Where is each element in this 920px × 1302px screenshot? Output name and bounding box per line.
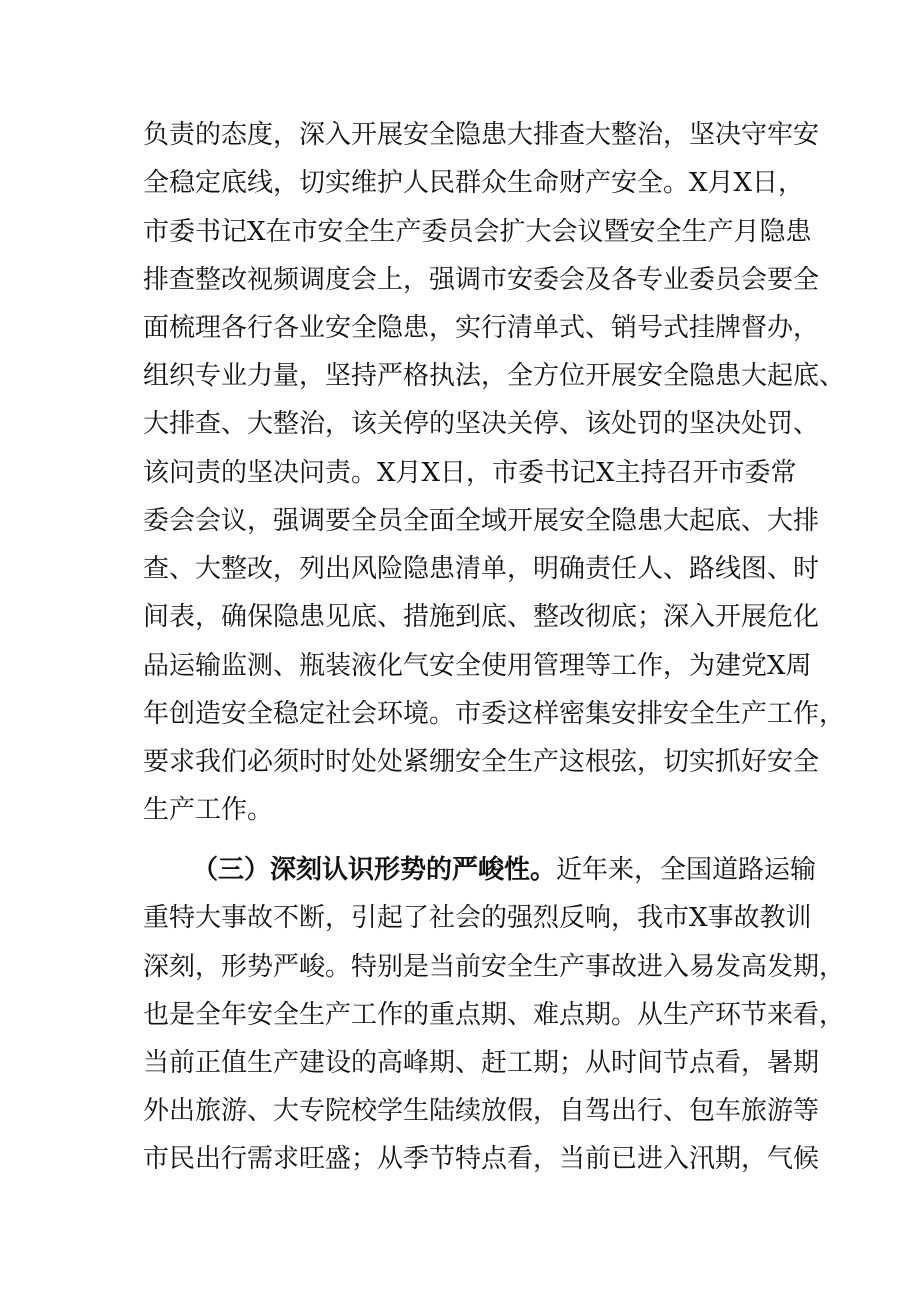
paragraph-1-line-1: 负责的态度，深入开展安全隐患大排查大整治，坚决守牢安 — [143, 120, 820, 150]
paragraph-1-line-12: 品运输监测、瓶装液化气安全使用管理等工作，为建党X周 — [143, 651, 812, 681]
paragraph-1-line-8: 该问责的坚决问责。X月X日，市委书记X主持召开市委常 — [143, 458, 797, 488]
paragraph-1-line-14: 要求我们必须时时处处紧绷安全生产这根弦，切实抓好安全 — [143, 747, 820, 777]
paragraph-2-line-4: 也是全年安全生产工作的重点期、难点期。从生产环节来看， — [143, 1000, 846, 1030]
paragraph-1-line-7: 大排查、大整治，该关停的坚决关停、该处罚的坚决处罚、 — [143, 409, 820, 439]
paragraph-1-line-9: 委会会议，强调要全员全面全域开展安全隐患大起底、大排 — [143, 506, 820, 536]
paragraph-1-line-5: 面梳理各行各业安全隐患，实行清单式、销号式挂牌督办， — [143, 313, 820, 343]
paragraph-1-line-15: 生产工作。 — [143, 795, 274, 825]
paragraph-1-line-2: 全稳定底线，切实维护人民群众生命财产安全。X月X日， — [143, 168, 805, 198]
paragraph-2-line-5: 当前正值生产建设的高峰期、赶工期；从时间节点看，暑期 — [143, 1048, 820, 1078]
paragraph-2-line-7: 市民出行需求旺盛；从季节特点看，当前已进入汛期，气候 — [143, 1144, 820, 1174]
paragraph-1-line-13: 年创造安全稳定社会环境。市委这样密集安排安全生产工作， — [143, 699, 846, 729]
paragraph-2-line-3: 深刻，形势严峻。特别是当前安全生产事故进入易发高发期， — [143, 952, 846, 982]
paragraph-2-line-2: 重特大事故不断，引起了社会的强烈反响，我市X事故教训 — [143, 903, 812, 933]
paragraph-2-line-1 — [192, 846, 817, 894]
paragraph-1-line-11: 间表，确保隐患见底、措施到底、整改彻底；深入开展危化 — [143, 602, 820, 632]
paragraph-1-line-3: 市委书记X在市安全生产委员会扩大会议暨安全生产月隐患 — [143, 217, 812, 247]
paragraph-2-line-1-text: 近年来，全国道路运输 — [556, 855, 817, 885]
paragraph-1-line-6: 组织专业力量，坚持严格执法，全方位开展安全隐患大起底、 — [143, 361, 846, 391]
paragraph-1-line-4: 排查整改视频调度会上，强调市安委会及各专业委员会要全 — [143, 265, 820, 295]
section-heading: （三）深刻认识形势的严峻性。 — [192, 855, 557, 885]
paragraph-1-line-10: 查、大整改，列出风险隐患清单，明确责任人、路线图、时 — [143, 554, 820, 584]
paragraph-2-line-6: 外出旅游、大专院校学生陆续放假，自驾出行、包车旅游等 — [143, 1096, 820, 1126]
